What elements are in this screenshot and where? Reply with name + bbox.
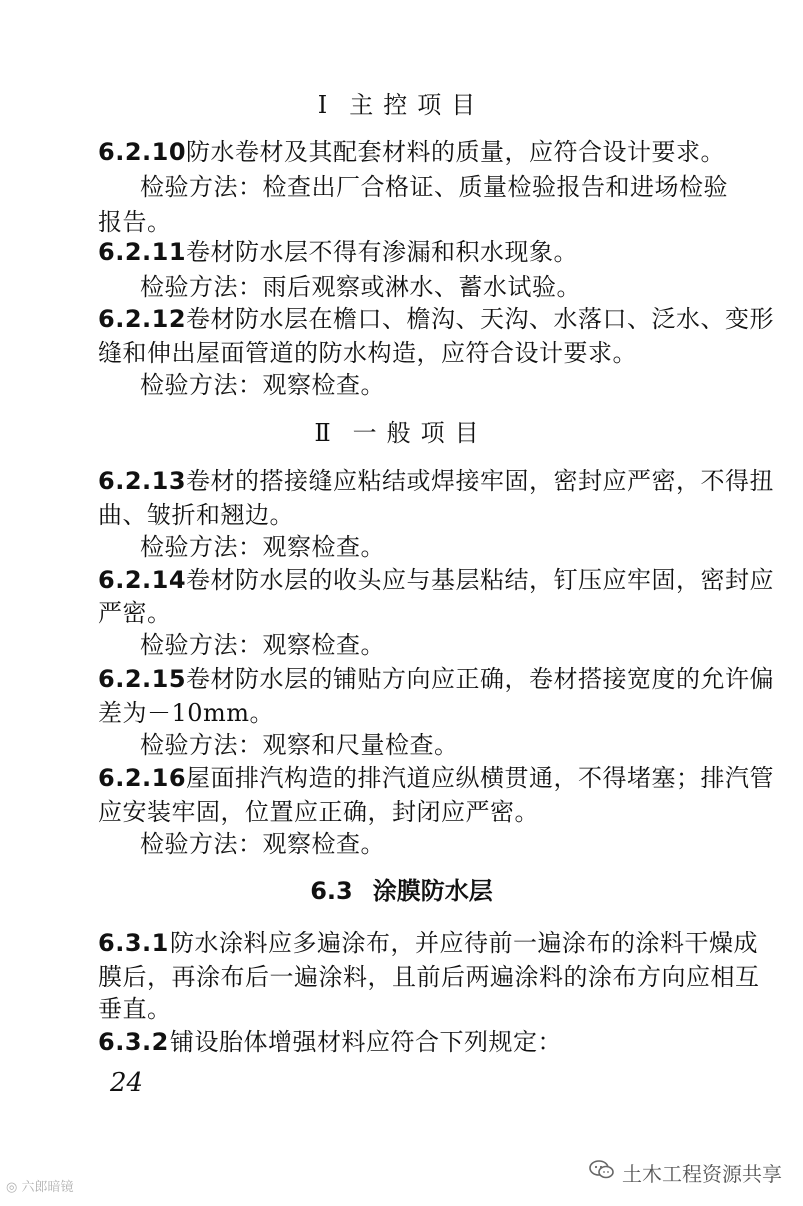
roman-numeral: Ⅱ (314, 419, 331, 447)
watermark-corner-text: 六郎暗镜 (21, 1180, 74, 1195)
clause-number: 6.2.14 (98, 566, 187, 594)
watermark-corner (6, 1176, 74, 1195)
clause-6-2-12-line-1 (98, 304, 775, 334)
clause-6-2-14-line-2: 严密。 (98, 599, 172, 627)
weibo-icon: ◎ (6, 1180, 22, 1195)
clause-text: 卷材防水层在檐口、檐沟、天沟、水落口、泛水、变形 (186, 305, 775, 333)
method-6-2-11-line-1: 检验方法：雨后观察或淋水、蓄水试验。 (140, 273, 581, 301)
clause-6-2-16-line-2: 应安装牢固，位置应正确，封闭应严密。 (98, 798, 539, 826)
heading-text: 一般项目 (352, 419, 489, 447)
clause-6-2-13-line-1 (98, 466, 775, 496)
clause-6-3-2-line-1 (98, 1027, 718, 1057)
clause-text: 防水涂料应多遍涂布，并应待前一遍涂布的涂料干燥成 (170, 929, 758, 957)
clause-6-2-14-line-1 (98, 565, 775, 595)
section-title: 涂膜防水层 (372, 877, 493, 905)
clause-number: 6.2.13 (98, 467, 187, 495)
clause-6-2-15-line-2: 差为－10mm。 (98, 699, 275, 727)
method-6-2-14-line-1: 检验方法：观察检查。 (140, 631, 385, 659)
watermark-account (588, 1158, 782, 1187)
clause-6-2-12-line-2: 缝和伸出屋面管道的防水构造，应符合设计要求。 (98, 339, 637, 367)
clause-6-2-11-line-1 (98, 237, 718, 267)
clause-text: 防水卷材及其配套材料的质量，应符合设计要求。 (186, 138, 726, 166)
clause-number: 6.2.16 (98, 764, 187, 792)
heading-text: 主控项目 (349, 91, 486, 119)
section-number: 6.3 (310, 877, 353, 905)
clause-6-3-1-line-2: 膜后，再涂布后一遍涂料，且前后两遍涂料的涂布方向应相互 (98, 963, 760, 991)
watermark-text: 土木工程资源共享 (622, 1162, 782, 1186)
clause-6-2-15-line-1 (98, 664, 775, 694)
clause-6-3-1-line-1 (98, 928, 758, 958)
roman-numeral: Ⅰ (317, 91, 328, 119)
clause-text: 卷材防水层的铺贴方向应正确，卷材搭接宽度的允许偏 (186, 665, 775, 693)
method-6-2-13-line-1: 检验方法：观察检查。 (140, 533, 385, 561)
subsection-heading-main-items (0, 90, 803, 120)
page-number: 24 (110, 1068, 144, 1098)
clause-number: 6.2.15 (98, 665, 187, 693)
clause-number: 6.2.12 (98, 305, 187, 333)
clause-text: 卷材的搭接缝应粘结或焊接牢固，密封应严密，不得扭 (186, 467, 775, 495)
method-6-2-12-line-1: 检验方法：观察检查。 (140, 371, 385, 399)
clause-text: 卷材防水层的收头应与基层粘结，钉压应牢固，密封应 (186, 566, 775, 594)
clause-number: 6.3.1 (98, 929, 169, 957)
clause-number: 6.3.2 (98, 1028, 169, 1056)
subsection-heading-general-items (0, 418, 803, 448)
clause-6-2-16-line-1 (98, 763, 775, 793)
clause-6-2-13-line-2: 曲、皱折和翘边。 (98, 501, 294, 529)
clause-number: 6.2.10 (98, 138, 187, 166)
clause-text: 卷材防水层不得有渗漏和积水现象。 (186, 238, 579, 266)
clause-6-2-10-line-1 (98, 137, 726, 167)
method-6-2-10-line-2: 报告。 (98, 208, 172, 236)
wechat-icon (588, 1159, 616, 1186)
clause-text: 屋面排汽构造的排汽道应纵横贯通，不得堵塞；排汽管 (186, 764, 775, 792)
clause-text: 铺设胎体增强材料应符合下列规定： (170, 1028, 562, 1056)
method-6-2-15-line-1: 检验方法：观察和尺量检查。 (140, 731, 459, 759)
section-heading-6-3 (0, 876, 803, 906)
method-6-2-10-line-1: 检验方法：检查出厂合格证、质量检验报告和进场检验 (140, 173, 728, 201)
clause-number: 6.2.11 (98, 238, 187, 266)
clause-6-3-1-line-3: 垂直。 (98, 995, 172, 1023)
method-6-2-16-line-1: 检验方法：观察检查。 (140, 830, 385, 858)
